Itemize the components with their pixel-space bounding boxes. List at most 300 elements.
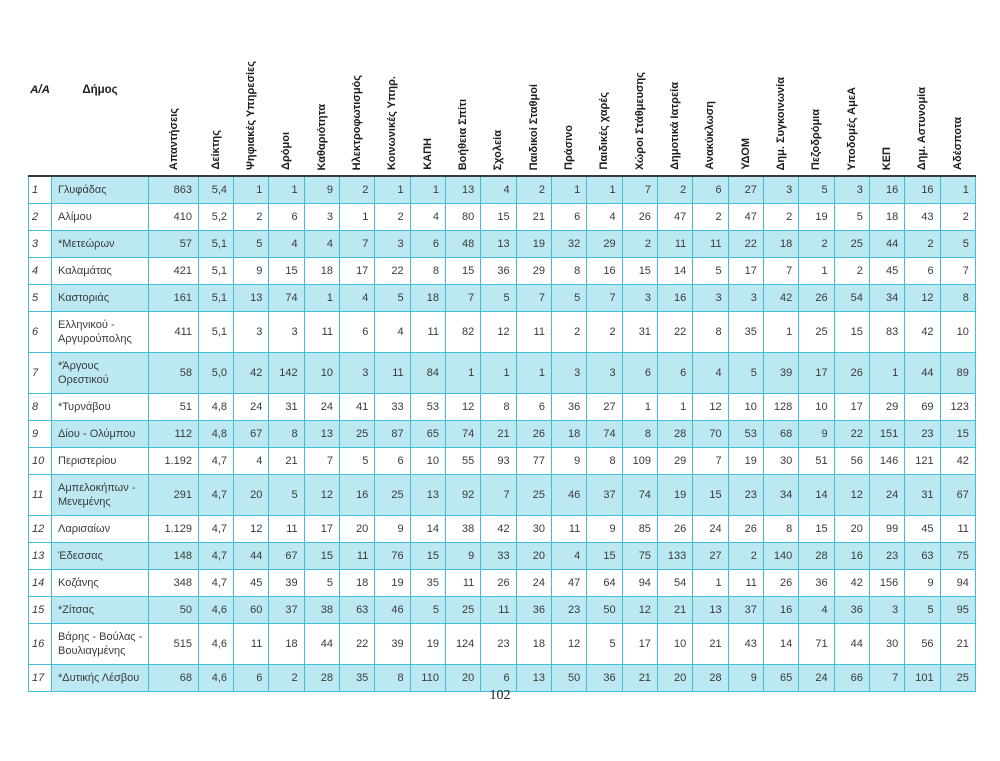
value-cell: 10 (940, 312, 975, 353)
value-cell: 14 (763, 624, 798, 665)
column-header-label: ΥΔΟΜ (739, 138, 752, 170)
value-cell: 48 (445, 231, 480, 258)
value-cell: 26 (622, 204, 657, 231)
municipality-cell: Γλυφάδας (52, 176, 149, 204)
value-cell: 41 (339, 394, 374, 421)
column-header (149, 25, 199, 176)
value-cell: 3 (339, 353, 374, 394)
value-cell: 44 (834, 624, 869, 665)
value-cell: 7 (940, 258, 975, 285)
value-cell: 9 (905, 570, 940, 597)
value-cell: 1 (551, 176, 586, 204)
value-cell: 32 (551, 231, 586, 258)
value-cell: 68 (149, 665, 199, 692)
value-cell: 22 (728, 231, 763, 258)
value-cell: 20 (516, 543, 551, 570)
value-cell: 2 (728, 543, 763, 570)
value-cell: 6 (622, 353, 657, 394)
value-cell: 10 (410, 448, 445, 475)
value-cell: 35 (728, 312, 763, 353)
value-cell: 15 (410, 543, 445, 570)
value-cell: 4,8 (199, 421, 234, 448)
value-cell: 2 (905, 231, 940, 258)
municipality-cell: Καστοριάς (52, 285, 149, 312)
municipality-cell: Αμπελοκήπων - Μενεμένης (52, 475, 149, 516)
value-cell: 15 (481, 204, 516, 231)
value-cell: 25 (445, 597, 480, 624)
value-cell: 57 (149, 231, 199, 258)
value-cell: 36 (481, 258, 516, 285)
value-cell: 53 (410, 394, 445, 421)
value-cell: 5 (587, 624, 622, 665)
value-cell: 47 (551, 570, 586, 597)
value-cell: 1 (516, 353, 551, 394)
municipality-cell: Βάρης - Βούλας - Βουλιαγμένης (52, 624, 149, 665)
value-cell: 2 (516, 176, 551, 204)
value-cell: 29 (869, 394, 904, 421)
row-index-cell: 14 (29, 570, 52, 597)
value-cell: 71 (799, 624, 834, 665)
row-index-cell: 2 (29, 204, 52, 231)
value-cell: 63 (339, 597, 374, 624)
value-cell: 69 (905, 394, 940, 421)
row-index-cell: 6 (29, 312, 52, 353)
value-cell: 8 (622, 421, 657, 448)
value-cell: 8 (481, 394, 516, 421)
value-cell: 5,1 (199, 312, 234, 353)
value-cell: 5 (940, 231, 975, 258)
value-cell: 38 (304, 597, 339, 624)
value-cell: 24 (693, 516, 728, 543)
value-cell: 25 (834, 231, 869, 258)
value-cell: 28 (657, 421, 692, 448)
value-cell: 11 (657, 231, 692, 258)
municipality-cell: Έδεσσας (52, 543, 149, 570)
value-cell: 74 (587, 421, 622, 448)
column-header-label: Καθαριότητα (315, 103, 328, 170)
value-cell: 2 (622, 231, 657, 258)
value-cell: 24 (304, 394, 339, 421)
value-cell: 8 (375, 665, 410, 692)
value-cell: 2 (339, 176, 374, 204)
value-cell: 3 (375, 231, 410, 258)
value-cell: 30 (516, 516, 551, 543)
value-cell: 11 (940, 516, 975, 543)
value-cell: 11 (375, 353, 410, 394)
value-cell: 5 (693, 258, 728, 285)
value-cell: 6 (339, 312, 374, 353)
column-header-label: Υποδομές ΑμεΑ (845, 86, 858, 170)
value-cell: 26 (516, 421, 551, 448)
municipality-cell: *Δυτικής Λέσβου (52, 665, 149, 692)
value-cell: 5,1 (199, 231, 234, 258)
value-cell: 3 (763, 176, 798, 204)
value-cell: 10 (799, 394, 834, 421)
value-cell: 19 (799, 204, 834, 231)
column-header (763, 25, 798, 176)
value-cell: 18 (516, 624, 551, 665)
value-cell: 36 (799, 570, 834, 597)
value-cell: 5,1 (199, 258, 234, 285)
value-cell: 15 (445, 258, 480, 285)
value-cell: 76 (375, 543, 410, 570)
value-cell: 67 (269, 543, 304, 570)
column-header-label: Κοινωνικές Υπηρ. (386, 75, 399, 170)
column-header-label: Χώροι Στάθμευσης (633, 71, 646, 170)
value-cell: 2 (587, 312, 622, 353)
value-cell: 38 (445, 516, 480, 543)
value-cell: 4,6 (199, 665, 234, 692)
value-cell: 4 (339, 285, 374, 312)
value-cell: 19 (375, 570, 410, 597)
value-cell: 7 (445, 285, 480, 312)
value-cell: 5 (481, 285, 516, 312)
column-header (269, 25, 304, 176)
value-cell: 68 (763, 421, 798, 448)
column-header-label: Δείκτης (210, 130, 222, 170)
value-cell: 13 (410, 475, 445, 516)
value-cell: 515 (149, 624, 199, 665)
value-cell: 4,7 (199, 516, 234, 543)
column-header (905, 25, 940, 176)
column-header-label: Αδέσποτα (951, 117, 964, 170)
column-header (799, 25, 834, 176)
value-cell: 45 (869, 258, 904, 285)
value-cell: 23 (905, 421, 940, 448)
table-row (29, 204, 976, 231)
value-cell: 3 (869, 597, 904, 624)
value-cell: 39 (763, 353, 798, 394)
value-cell: 7 (339, 231, 374, 258)
value-cell: 1 (693, 570, 728, 597)
column-header (657, 25, 692, 176)
value-cell: 6 (551, 204, 586, 231)
value-cell: 8 (269, 421, 304, 448)
value-cell: 151 (869, 421, 904, 448)
municipality-cell: Ελληνικού - Αργυρούπολης (52, 312, 149, 353)
value-cell: 1 (869, 353, 904, 394)
value-cell: 4,7 (199, 570, 234, 597)
value-cell: 13 (693, 597, 728, 624)
value-cell: 58 (149, 353, 199, 394)
value-cell: 43 (905, 204, 940, 231)
municipality-cell: *Τυρνάβου (52, 394, 149, 421)
row-index-cell: 1 (29, 176, 52, 204)
value-cell: 31 (269, 394, 304, 421)
table-header (29, 25, 976, 176)
value-cell: 421 (149, 258, 199, 285)
page-number: 102 (489, 688, 511, 703)
value-cell: 7 (622, 176, 657, 204)
value-cell: 11 (445, 570, 480, 597)
municipality-cell: *Μετεώρων (52, 231, 149, 258)
value-cell: 29 (587, 231, 622, 258)
value-cell: 84 (410, 353, 445, 394)
value-cell: 26 (799, 285, 834, 312)
column-header-label: Ηλεκτροφωτισμός (351, 74, 364, 170)
municipality-cell: Αλίμου (52, 204, 149, 231)
value-cell: 7 (587, 285, 622, 312)
value-cell: 6 (481, 665, 516, 692)
value-cell: 44 (905, 353, 940, 394)
value-cell: 148 (149, 543, 199, 570)
value-cell: 42 (481, 516, 516, 543)
table-row (29, 285, 976, 312)
table-row (29, 543, 976, 570)
value-cell: 2 (234, 204, 269, 231)
value-cell: 112 (149, 421, 199, 448)
value-cell: 12 (445, 394, 480, 421)
value-cell: 6 (657, 353, 692, 394)
value-cell: 6 (905, 258, 940, 285)
value-cell: 133 (657, 543, 692, 570)
municipality-cell: *Άργους Ορεστικού (52, 353, 149, 394)
value-cell: 13 (234, 285, 269, 312)
value-cell: 55 (445, 448, 480, 475)
value-cell: 13 (481, 231, 516, 258)
value-cell: 410 (149, 204, 199, 231)
column-header (622, 25, 657, 176)
value-cell: 56 (905, 624, 940, 665)
value-cell: 4,7 (199, 543, 234, 570)
value-cell: 94 (622, 570, 657, 597)
value-cell: 10 (728, 394, 763, 421)
value-cell: 22 (834, 421, 869, 448)
value-cell: 82 (445, 312, 480, 353)
value-cell: 3 (234, 312, 269, 353)
value-cell: 1 (657, 394, 692, 421)
value-cell: 124 (445, 624, 480, 665)
value-cell: 95 (940, 597, 975, 624)
value-cell: 35 (339, 665, 374, 692)
value-cell: 18 (763, 231, 798, 258)
value-cell: 5,0 (199, 353, 234, 394)
value-cell: 15 (587, 543, 622, 570)
value-cell: 74 (622, 475, 657, 516)
value-cell: 11 (304, 312, 339, 353)
value-cell: 11 (516, 312, 551, 353)
column-header (940, 25, 975, 176)
value-cell: 5 (269, 475, 304, 516)
value-cell: 2 (834, 258, 869, 285)
value-cell: 33 (375, 394, 410, 421)
value-cell: 12 (693, 394, 728, 421)
value-cell: 42 (905, 312, 940, 353)
value-cell: 12 (481, 312, 516, 353)
value-cell: 1.129 (149, 516, 199, 543)
value-cell: 22 (375, 258, 410, 285)
column-header-label: Σχολεία (492, 129, 505, 170)
column-header (693, 25, 728, 176)
value-cell: 25 (799, 312, 834, 353)
column-header-label: Δημοτικά Ιατρεία (669, 82, 682, 170)
value-cell: 16 (834, 543, 869, 570)
value-cell: 20 (657, 665, 692, 692)
column-header-label: Ψηφιακές Υπηρεσίες (245, 60, 258, 170)
value-cell: 1 (234, 176, 269, 204)
value-cell: 5 (304, 570, 339, 597)
value-cell: 8 (693, 312, 728, 353)
value-cell: 34 (869, 285, 904, 312)
column-header (869, 25, 904, 176)
row-index-cell: 10 (29, 448, 52, 475)
value-cell: 21 (622, 665, 657, 692)
value-cell: 74 (445, 421, 480, 448)
value-cell: 35 (410, 570, 445, 597)
value-cell: 3 (693, 285, 728, 312)
table-row (29, 597, 976, 624)
value-cell: 21 (693, 624, 728, 665)
value-cell: 4 (269, 231, 304, 258)
value-cell: 9 (799, 421, 834, 448)
value-cell: 5 (339, 448, 374, 475)
value-cell: 23 (869, 543, 904, 570)
value-cell: 26 (728, 516, 763, 543)
value-cell: 8 (940, 285, 975, 312)
value-cell: 25 (375, 475, 410, 516)
value-cell: 63 (905, 543, 940, 570)
value-cell: 8 (587, 448, 622, 475)
value-cell: 5 (905, 597, 940, 624)
value-cell: 4 (234, 448, 269, 475)
value-cell: 89 (940, 353, 975, 394)
value-cell: 60 (234, 597, 269, 624)
value-cell: 9 (304, 176, 339, 204)
value-cell: 70 (693, 421, 728, 448)
value-cell: 37 (269, 597, 304, 624)
value-cell: 17 (304, 516, 339, 543)
value-cell: 3 (551, 353, 586, 394)
value-cell: 36 (587, 665, 622, 692)
column-header (304, 25, 339, 176)
value-cell: 18 (869, 204, 904, 231)
value-cell: 42 (834, 570, 869, 597)
column-header-label: Ανακύκλωση (704, 101, 717, 170)
column-header (234, 25, 269, 176)
value-cell: 10 (304, 353, 339, 394)
value-cell: 19 (410, 624, 445, 665)
value-cell: 128 (763, 394, 798, 421)
header-row (29, 25, 976, 176)
value-cell: 17 (339, 258, 374, 285)
value-cell: 15 (940, 421, 975, 448)
value-cell: 1 (799, 258, 834, 285)
value-cell: 47 (728, 204, 763, 231)
column-header-label: Παιδικοί Σταθμοί (527, 83, 540, 170)
value-cell: 53 (728, 421, 763, 448)
value-cell: 66 (834, 665, 869, 692)
value-cell: 28 (799, 543, 834, 570)
row-index-cell: 4 (29, 258, 52, 285)
value-cell: 3 (834, 176, 869, 204)
value-cell: 44 (869, 231, 904, 258)
value-cell: 16 (657, 285, 692, 312)
value-cell: 83 (869, 312, 904, 353)
value-cell: 30 (869, 624, 904, 665)
value-cell: 27 (693, 543, 728, 570)
value-cell: 22 (657, 312, 692, 353)
table-body (29, 176, 976, 692)
value-cell: 74 (269, 285, 304, 312)
value-cell: 5 (410, 597, 445, 624)
column-header (199, 25, 234, 176)
value-cell: 15 (622, 258, 657, 285)
value-cell: 7 (516, 285, 551, 312)
value-cell: 64 (587, 570, 622, 597)
value-cell: 21 (269, 448, 304, 475)
value-cell: 2 (551, 312, 586, 353)
value-cell: 18 (551, 421, 586, 448)
municipality-cell: Καλαμάτας (52, 258, 149, 285)
value-cell: 5 (799, 176, 834, 204)
value-cell: 37 (728, 597, 763, 624)
value-cell: 30 (763, 448, 798, 475)
value-cell: 21 (657, 597, 692, 624)
value-cell: 26 (763, 570, 798, 597)
value-cell: 3 (587, 353, 622, 394)
value-cell: 7 (481, 475, 516, 516)
value-cell: 56 (834, 448, 869, 475)
value-cell: 46 (375, 597, 410, 624)
table-row (29, 176, 976, 204)
row-index-cell: 8 (29, 394, 52, 421)
table-row (29, 448, 976, 475)
row-index-cell: 17 (29, 665, 52, 692)
value-cell: 67 (940, 475, 975, 516)
value-cell: 15 (834, 312, 869, 353)
value-cell: 11 (693, 231, 728, 258)
value-cell: 109 (622, 448, 657, 475)
value-cell: 101 (905, 665, 940, 692)
value-cell: 17 (622, 624, 657, 665)
column-header-label: Βοήθεια Σπίτι (457, 98, 470, 170)
value-cell: 2 (799, 231, 834, 258)
value-cell: 5,1 (199, 285, 234, 312)
value-cell: 65 (410, 421, 445, 448)
value-cell: 4 (481, 176, 516, 204)
value-cell: 863 (149, 176, 199, 204)
row-index-cell: 11 (29, 475, 52, 516)
value-cell: 4 (410, 204, 445, 231)
value-cell: 12 (234, 516, 269, 543)
value-cell: 5,2 (199, 204, 234, 231)
value-cell: 3 (728, 285, 763, 312)
value-cell: 142 (269, 353, 304, 394)
value-cell: 99 (869, 516, 904, 543)
value-cell: 16 (339, 475, 374, 516)
value-cell: 19 (728, 448, 763, 475)
column-header (339, 25, 374, 176)
value-cell: 85 (622, 516, 657, 543)
value-cell: 5 (834, 204, 869, 231)
value-cell: 47 (657, 204, 692, 231)
value-cell: 5 (728, 353, 763, 394)
value-cell: 26 (481, 570, 516, 597)
value-cell: 20 (445, 665, 480, 692)
value-cell: 29 (657, 448, 692, 475)
value-cell: 21 (940, 624, 975, 665)
table-row (29, 624, 976, 665)
municipality-cell: Λαρισαίων (52, 516, 149, 543)
municipality-cell: Περιστερίου (52, 448, 149, 475)
value-cell: 27 (728, 176, 763, 204)
row-index-cell: 13 (29, 543, 52, 570)
value-cell: 1 (622, 394, 657, 421)
column-header: Δήμος (52, 25, 149, 176)
value-cell: 31 (905, 475, 940, 516)
value-cell: 4,6 (199, 597, 234, 624)
value-cell: 80 (445, 204, 480, 231)
